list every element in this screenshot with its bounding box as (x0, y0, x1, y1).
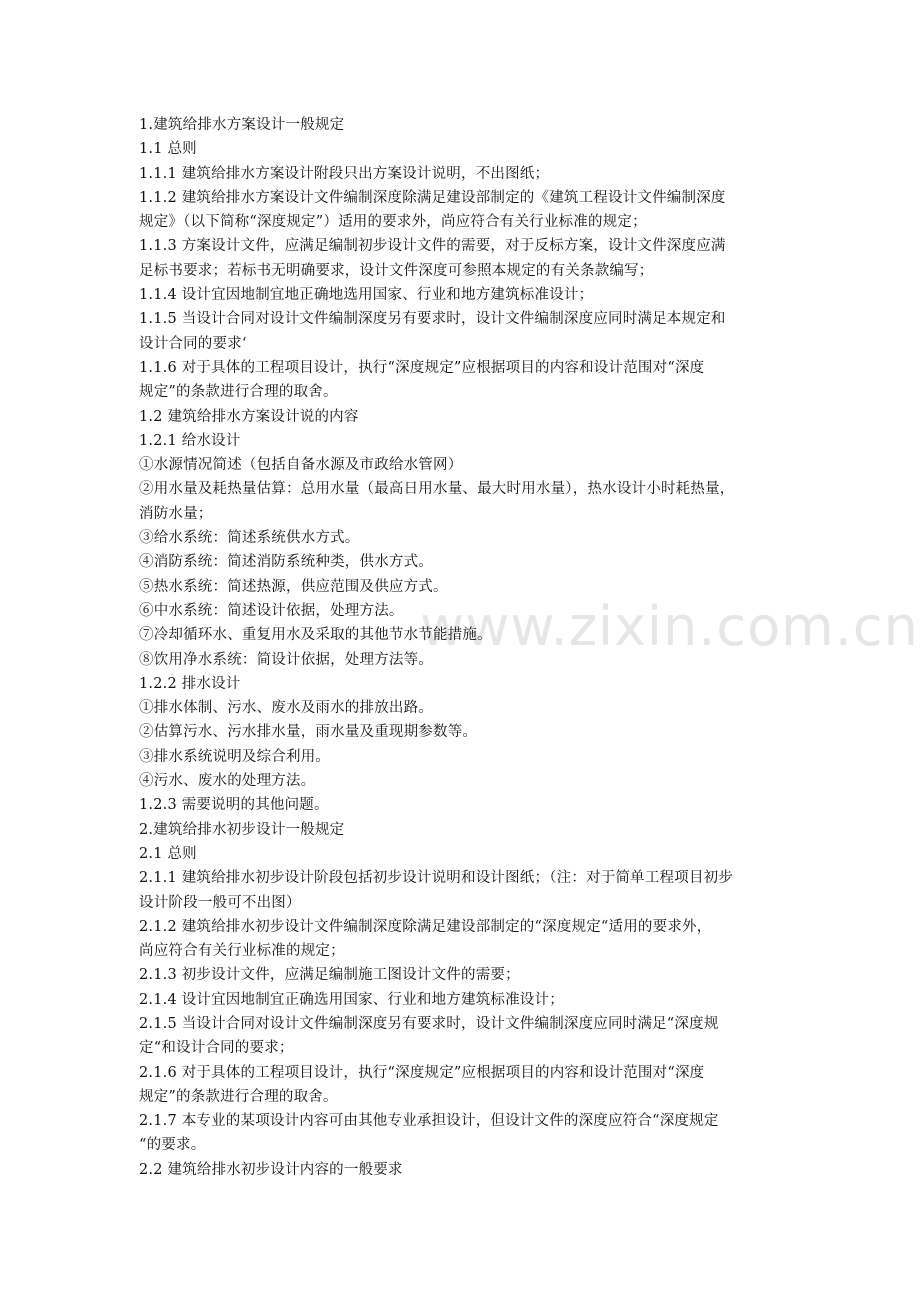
text-line: 1.1.4 设计宜因地制宜地正确地选用国家、行业和地方建筑标准设计； (139, 287, 594, 304)
text-line: ⑧饮用净水系统：简设计依据，处理方法等。 (139, 651, 433, 668)
text-line: 2.1.3 初步设计文件，应满足编制施工图设计文件的需要； (139, 967, 520, 984)
text-line: ④消防系统：简述消防系统种类，供水方式。 (139, 554, 433, 571)
text-line: 规定”的条款进行合理的取舍。 (139, 384, 338, 401)
text-line: ③给水系统：简述系统供水方式。 (139, 530, 360, 547)
text-line: ③排水系统说明及综合利用。 (139, 748, 331, 765)
text-line: ①排水体制、污水、废水及雨水的排放出路。 (139, 700, 433, 717)
text-line: 2.1.1 建筑给排水初步设计阶段包括初步设计说明和设计图纸；（注：对于简单工程项目初步 (139, 870, 734, 887)
text-line: 2.1.6 对于具体的工程项目设计，执行“深度规定”应根据项目的内容和设计范围对“深度 (139, 1064, 705, 1081)
text-line: 设计合同的要求‘ (139, 335, 247, 352)
text-line: 1.2.1 给水设计 (139, 432, 241, 449)
watermark: www.zixin.com.cn (420, 595, 919, 658)
text-line: 定“和设计合同的要求； (139, 1040, 294, 1057)
document-body (139, 113, 789, 1182)
text-line: ②估算污水、污水排水量，雨水量及重现期参数等。 (139, 724, 478, 741)
text-line: ⑦冷却循环水、重复用水及采取的其他节水节能措施。 (139, 627, 492, 644)
text-line: 1.2.3 需要说明的其他问题。 (139, 797, 329, 814)
text-line: 1.建筑给排水方案设计一般规定 (139, 117, 345, 133)
text-line: 规定”的条款进行合理的取舍。 (139, 1088, 338, 1105)
text-line: 1.1.5 当设计合同对设计文件编制深度另有要求时，设计文件编制深度应同时满足本规定和 (139, 311, 726, 328)
text-line: 设计阶段一般可不出图） (139, 894, 301, 911)
text-line: 2.1.4 设计宜因地制宜正确选用国家、行业和地方建筑标准设计； (139, 991, 564, 1008)
text-line: 1.2.2 排水设计 (139, 675, 241, 692)
text-line: 2.2 建筑给排水初步设计内容的一般要求 (139, 1161, 403, 1178)
text-line: 1.2 建筑给排水方案设计说的内容 (139, 408, 359, 425)
text-line: ④污水、废水的处理方法。 (139, 773, 316, 790)
text-line: 尚应符合有关行业标准的规定； (139, 943, 345, 960)
text-line: 足标书要求；若标书无明确要求，设计文件深度可参照本规定的有关条款编写； (139, 262, 654, 279)
text-line: 2.1.5 当设计合同对设计文件编制深度另有要求时，设计文件编制深度应同时满足“深度规 (139, 1015, 719, 1032)
text-line: 2.建筑给排水初步设计一般规定 (139, 821, 345, 838)
text-line: ⑥中水系统：简述设计依据，处理方法。 (139, 602, 404, 619)
text-line: 规定》（以下简称“深度规定”）适用的要求外，尚应符合有关行业标准的规定； (139, 214, 647, 231)
text-line: 1.1.1 建筑给排水方案设计附段只出方案设计说明，不出图纸； (139, 165, 550, 182)
text-line: 2.1 总则 (139, 845, 197, 862)
text-line: 1.1.6 对于具体的工程项目设计，执行“深度规定”应根据项目的内容和设计范围对“深度 (139, 359, 705, 376)
text-line: 1.1.3 方案设计文件，应满足编制初步设计文件的需要，对于反标方案，设计文件深度应满 (139, 238, 726, 255)
text-line: 2.1.2 建筑给排水初步设计文件编制深度除满足建设部制定的“深度规定“适用的要求外， (139, 918, 712, 935)
text-line: ②用水量及耗热量估算：总用水量（最高日用水量、最大时用水量），热水设计小时耗热量， (139, 481, 735, 498)
text-line: ①水源情况简述（包括自备水源及市政给水管网） (139, 457, 463, 474)
text-line: ⑤热水系统：简述热源，供应范围及供应方式。 (139, 578, 448, 595)
text-line: 消防水量； (139, 505, 213, 522)
text-line: 2.1.7 本专业的某项设计内容可由其他专业承担设计，但设计文件的深度应符合“深度规定 (139, 1113, 719, 1130)
text-line: “的要求。 (139, 1137, 206, 1154)
text-line: 1.1.2 建筑给排水方案设计文件编制深度除满足建设部制定的《建筑工程设计文件编制深度 (139, 189, 726, 206)
text-line: 1.1 总则 (139, 141, 197, 158)
